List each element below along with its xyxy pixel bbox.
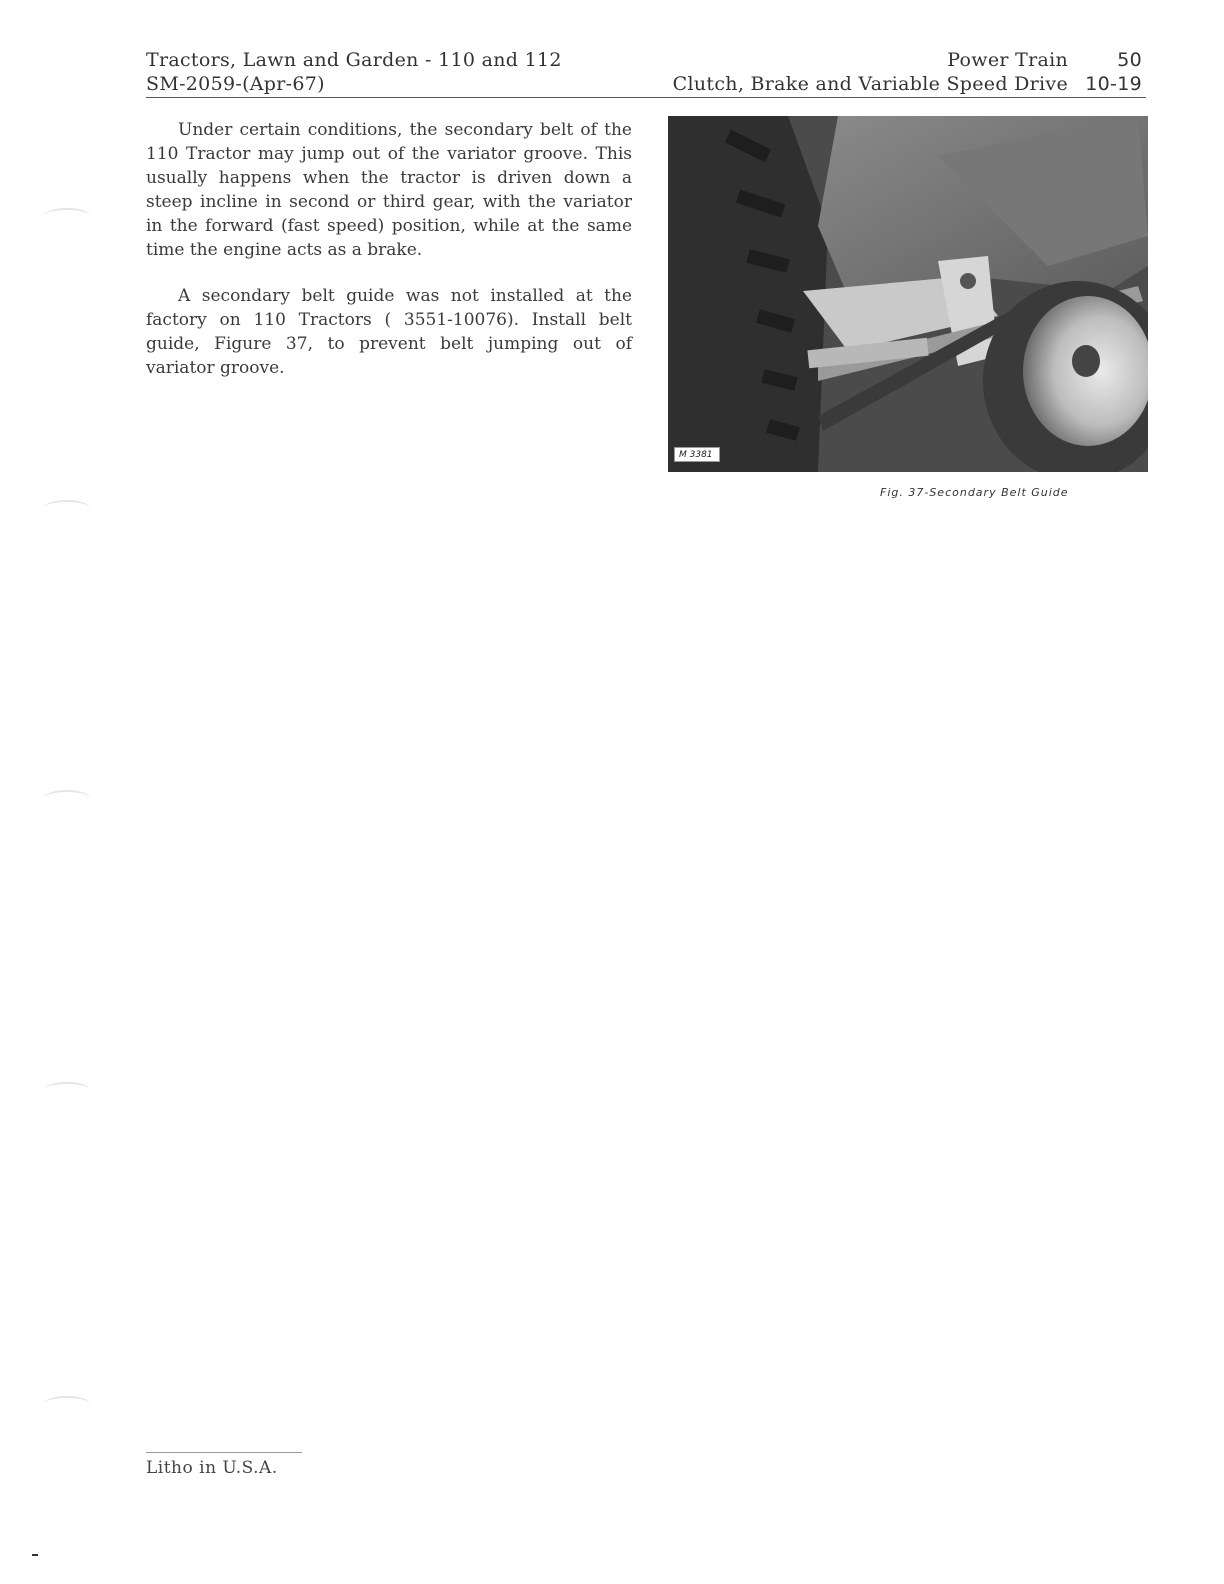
header-right xyxy=(673,48,1142,96)
belt-guide-photo xyxy=(668,116,1148,472)
section-title: Power Train xyxy=(947,49,1068,71)
paragraph-2: A secondary belt guide was not installed at the factory on 110 Tractors ( 3551-10076). Install belt guide, Figure 37, to prevent belt jumping out of variator groove. xyxy=(146,286,632,378)
punch-hole-mark xyxy=(44,208,90,224)
punch-hole-mark xyxy=(44,1082,90,1098)
footer-rule xyxy=(146,1452,302,1453)
figure-photo xyxy=(668,116,1148,472)
page-number: 10-19 xyxy=(1085,73,1142,95)
manual-code: SM-2059-(Apr-67) xyxy=(146,73,325,95)
group-title: Clutch, Brake and Variable Speed Drive xyxy=(672,73,1068,95)
body-text xyxy=(146,118,632,402)
header-rule xyxy=(146,97,1146,98)
section-number: 50 xyxy=(1117,49,1142,71)
punch-hole-mark xyxy=(44,500,90,516)
punch-hole-mark xyxy=(44,1396,90,1412)
edge-mark xyxy=(32,1554,38,1556)
photo-tag: M 3381 xyxy=(674,447,720,462)
manual-title: Tractors, Lawn and Garden - 110 and 112 xyxy=(146,49,562,71)
punch-hole-mark xyxy=(44,790,90,806)
paragraph-1: Under certain conditions, the secondary belt of the 110 Tractor may jump out of the variator groove. This usually happens when the tractor is driven down a steep incline in second or third gear, with the variator in the forward (fast speed) position, while at the same time the engine acts as a brake. xyxy=(146,120,632,260)
footer-text: Litho in U.S.A. xyxy=(146,1458,278,1478)
figure-caption: Fig. 37-Secondary Belt Guide xyxy=(880,486,1069,499)
header-left xyxy=(146,48,562,96)
